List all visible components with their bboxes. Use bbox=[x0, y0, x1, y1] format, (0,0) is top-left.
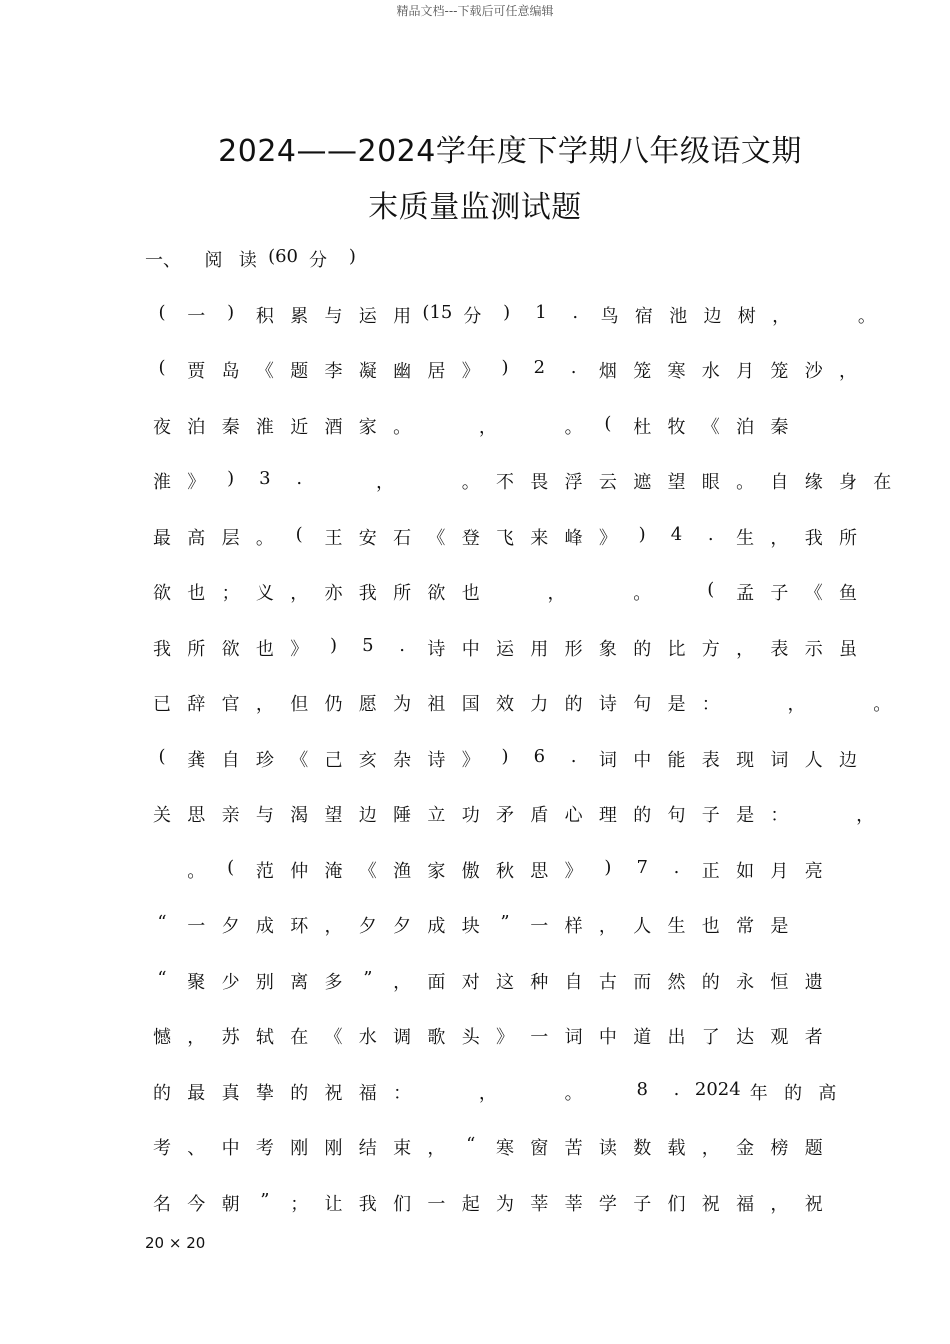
footer-note: 20 × 20 bbox=[145, 1234, 206, 1252]
document-title-line-2: 末质量监测试题 bbox=[368, 190, 582, 225]
document-page: 精品文档---下载后可任意编辑 2024——2024学年度下学期八年级语文期 末质量监测试题 一、 阅 读 (60 分 ) ( 一 ) 积 累 与 运 用 (15 分 ) 1 . 鸟 宿 池 边 树 ， 。 ( 贾 岛 《 题 李 凝 幽 居 》 ) 2 . 烟 笼 寒 水 月 笼 沙 ， 夜 泊 秦 淮 近 酒 家 。 ， 。 ( 杜 牧 《 泊 秦 淮 》 ) 3 . ， 。 不 畏 浮 云 遮 望 眼 。 自 缘 身 在 最 高 层 。 ( 王 安 石 《 登 飞 来 峰 》 ) 4 . 生 ， 我 所 欲 也 ； 义 ， 亦 我 所 欲 也 ， 。 ( 孟 子 《 鱼 我 所 欲 也 》 ) 5 . 诗 中 运 用 形 象 的 比 方 ， 表 示 虽 已 辞 官 ， 但 仍 愿 为 祖 国 效 力 的 诗 句 是 ： ， 。 ( 龚 自 珍 《 己 亥 杂 诗 》 ) 6 . 词 中 能 表 现 词 人 边 关 思 亲 与 渴 望 边 陲 立 功 矛 盾 心 理 的 句 子 是 ： ， 。 ( 范 仲 淹 《 渔 家 傲 秋 思 》 ) 7 . 正 如 月 亮 “ 一 夕 成 环 ， 夕 夕 成 块 ” 一 样 ， 人 生 也 常 是 “ 聚 少 别 离 多 ” ， 面 对 这 种 自 古 而 然 的 永 恒 遗 憾 ， 苏 轼 在 《 水 调 歌 头 》 一 词 中 道 出 了 达 观 者 的 最 真 挚 的 祝 福 ： ， 。 8 . 2024 年 的 高 考 、 中 考 刚 刚 结 束 ， “ 寒 窗 苦 读 数 载 ， 金 榜 题 名 今 朝 ” ； 让 我 们 一 起 为 莘 莘 学 子 们 祝 福 ， 祝 20 × 20 bbox=[0, 0, 950, 1344]
document-title-line-1: 2024——2024学年度下学期八年级语文期 bbox=[218, 134, 802, 169]
header-note: 精品文档---下载后可任意编辑 bbox=[396, 4, 554, 18]
